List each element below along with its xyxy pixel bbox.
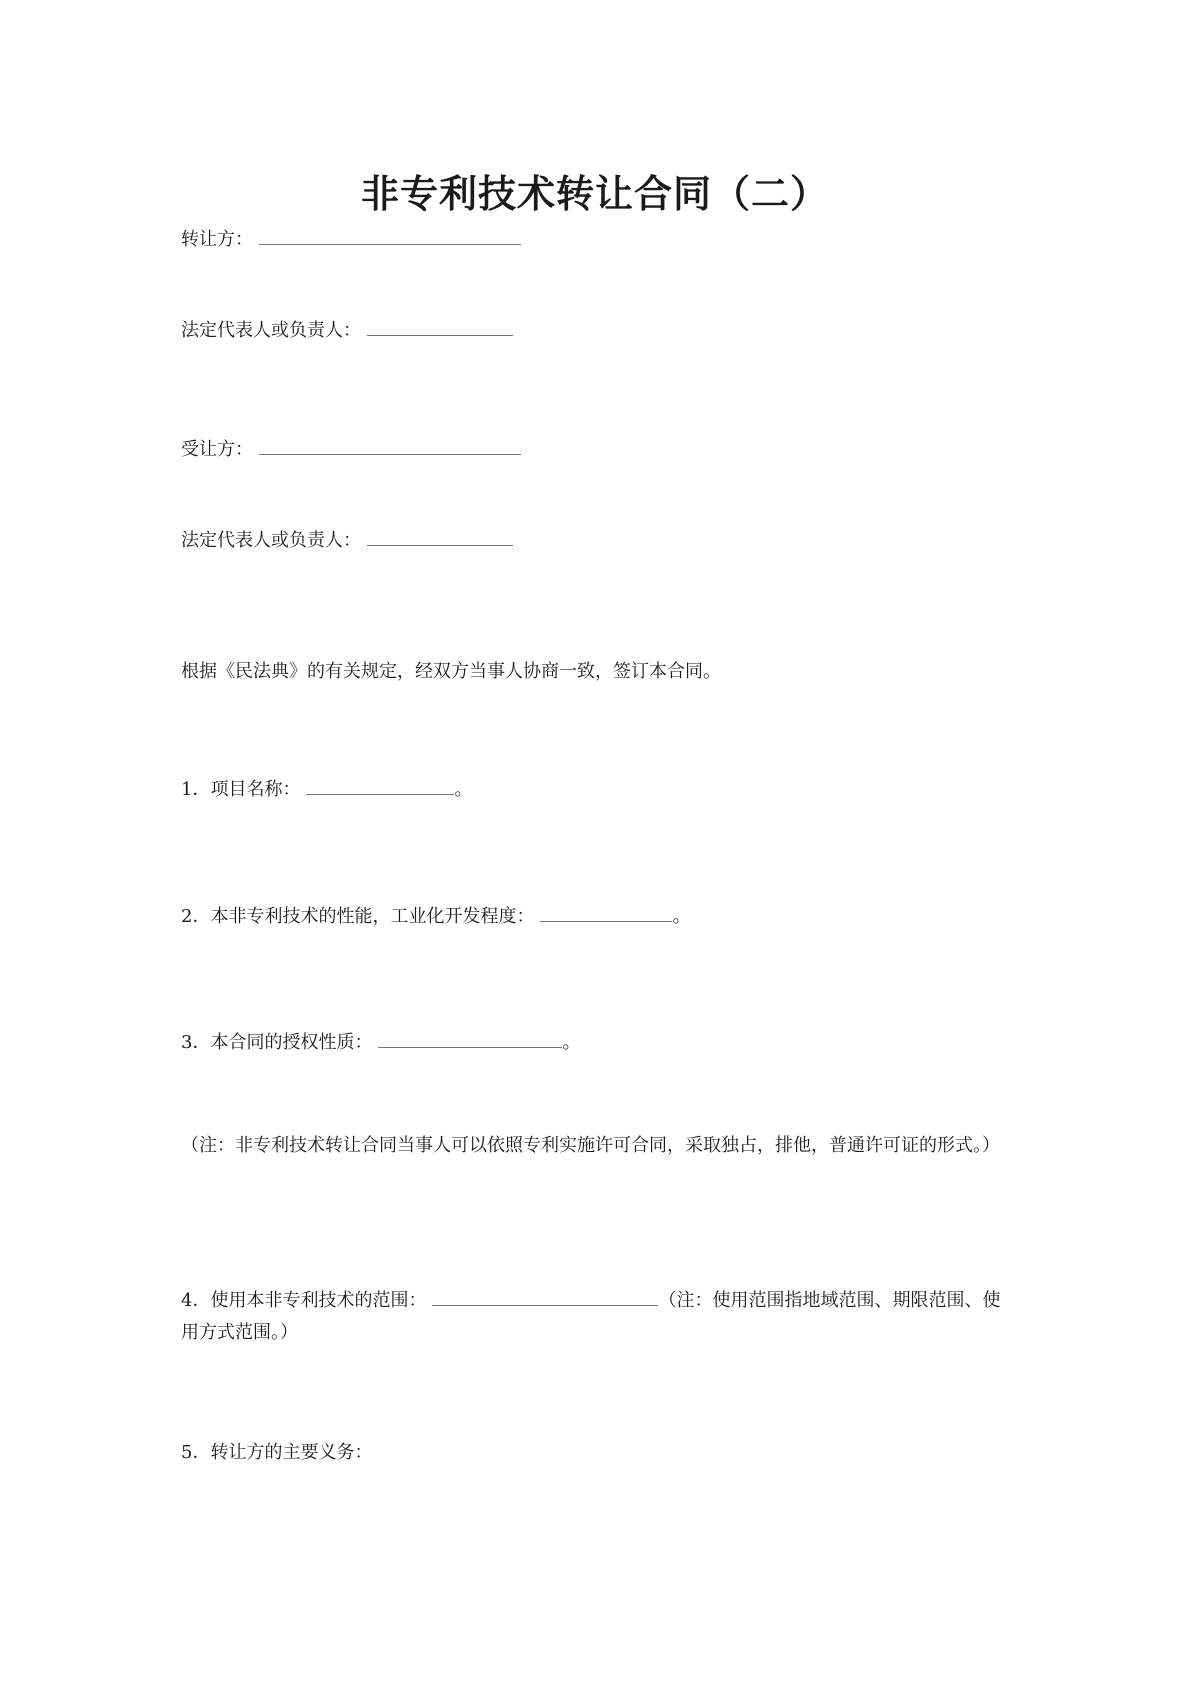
transferor-blank[interactable]: [259, 222, 521, 245]
item-4-note: （注：使用范围指地域范围、期限范围、使用方式范围。）: [181, 1290, 1001, 1343]
transferor-row: [181, 222, 521, 256]
item-4-blank[interactable]: [432, 1283, 658, 1306]
transferor-rep-label: 法定代表人或负责人：: [181, 320, 361, 341]
item-5-label: 5．转让方的主要义务：: [181, 1442, 373, 1463]
transferee-rep-blank[interactable]: [367, 523, 513, 546]
item-1-suffix: 。: [454, 779, 473, 800]
item-4-label: 4．使用本非专利技术的范围：: [181, 1290, 427, 1311]
preamble: 根据《民法典》的有关规定，经双方当事人协商一致，签订本合同。: [181, 661, 721, 682]
item-3-label: 3．本合同的授权性质：: [181, 1032, 373, 1053]
item-2-blank[interactable]: [540, 899, 672, 922]
item-2-label: 2．本非专利技术的性能，工业化开发程度：: [181, 906, 535, 927]
item-4-row: [181, 1283, 1015, 1349]
transferee-rep-row: [181, 523, 513, 557]
transferor-label: 转让方：: [181, 229, 253, 250]
transferor-rep-row: [181, 313, 513, 347]
item-2-row: [181, 899, 690, 933]
item-1-blank[interactable]: [306, 772, 454, 795]
document-title: 非专利技术转让合同（二）: [360, 171, 829, 216]
transferee-blank[interactable]: [259, 432, 521, 455]
item-1-row: [181, 772, 472, 806]
item-2-suffix: 。: [672, 906, 691, 927]
item-3-row: [181, 1025, 580, 1059]
item-3-blank[interactable]: [378, 1025, 562, 1048]
transferor-rep-blank[interactable]: [367, 313, 513, 336]
item-1-label: 1．项目名称：: [181, 779, 301, 800]
item-3-suffix: 。: [562, 1032, 581, 1053]
item-3-note: （注：非专利技术转让合同当事人可以依照专利实施许可合同，采取独占，排他，普通许可证的形式。）: [181, 1135, 1000, 1156]
transferee-row: [181, 432, 521, 466]
transferee-label: 受让方：: [181, 439, 253, 460]
transferee-rep-label: 法定代表人或负责人：: [181, 530, 361, 551]
